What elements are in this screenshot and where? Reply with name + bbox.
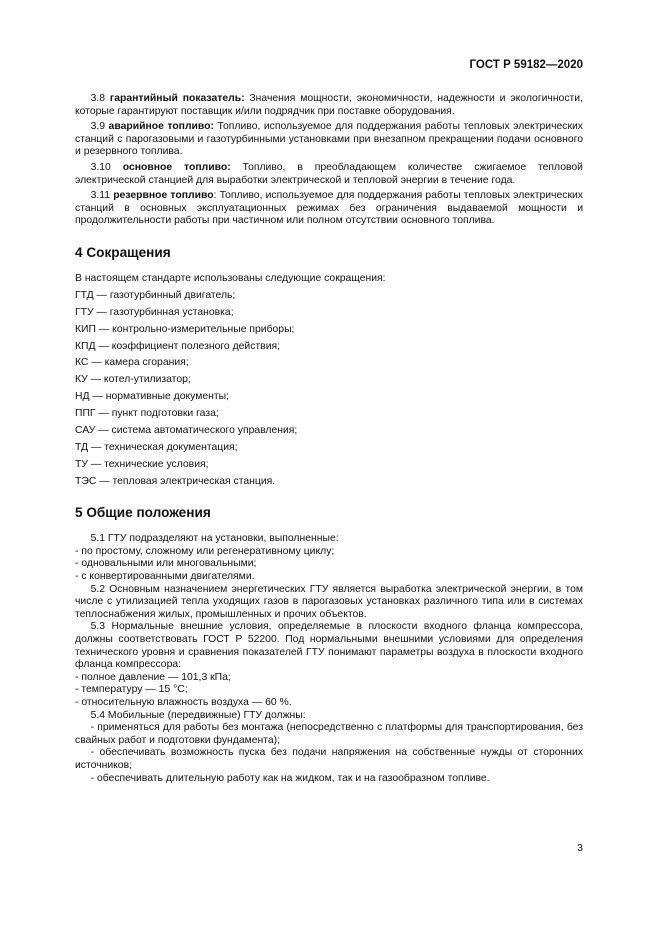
abbreviation-item: ППГ — пункт подготовки газа;	[75, 408, 219, 420]
abbreviation-item: ГТУ — газотурбинная установка;	[75, 306, 234, 318]
section-5-title: 5 Общие положения	[75, 505, 211, 521]
definition-term: аварийное топливо:	[108, 121, 214, 133]
list-item: - обеспечивать длительную работу как на жидком, так и на газообразном топливе.	[90, 772, 490, 784]
abbreviation-item: ГТД — газотурбинный двигатель;	[75, 289, 236, 301]
list-item: - относительную влажность воздуха — 60 %.	[75, 696, 292, 708]
abbreviation-item: ТД — техническая документация;	[75, 441, 238, 453]
section-4-title: 4 Сокращения	[75, 244, 171, 260]
abbreviation-item: ТУ — технические условия;	[75, 458, 209, 470]
list-item: - с конвертированными двигателями.	[75, 571, 255, 582]
paragraph-5-2: 5.2 Основным назначением энергетических ГТУ является выработка электрической энергии, в том числе с утилизацией тепла уходящих газов в парогазовых установках различного типа или в системах теплоснабжения жилых, промышленных и прочих объектов.	[75, 583, 583, 620]
document-header: ГОСТ Р 59182—2020	[469, 59, 583, 71]
definition-3-11: 3.11 резервное топливо: Топливо, используемое для поддержания работы тепловых электрических станций в основных эксплуатационных режимах без ограничения выдаваемой мощности и продолжительности работы при частичном или полном отсутствии основного топлива.	[75, 190, 583, 227]
list-item: - по простому, сложному или регенеративному циклу;	[75, 545, 335, 557]
list-item: - полное давление — 101,3 кПа;	[75, 671, 231, 683]
section-5-body	[75, 533, 583, 785]
definition-term: гарантийный показатель:	[109, 93, 245, 104]
list-item: - применяться для работы без монтажа (непосредственно с платформы для транспортирования, без свайных работ и подготовки фундамента);	[75, 722, 583, 746]
abbreviation-intro: В настоящем стандарте использованы следующие сокращения:	[75, 272, 386, 284]
section-3-definitions	[75, 93, 583, 228]
definition-3-10: 3.10 основное топливо: Топливо, в преобладающем количестве сжигаемое тепловой электрической станцией для выработки электрической и тепловой энергии в течение года.	[75, 161, 583, 186]
list-item: - одновальными или многовальными;	[75, 558, 257, 570]
abbreviation-item: КПД — коэффициент полезного действия;	[75, 340, 281, 352]
abbreviation-item: КС — камера сгорания;	[75, 357, 189, 369]
abbreviation-item: КУ — котел-утилизатор;	[75, 374, 191, 386]
abbreviation-item: КИП — контрольно-измерительные приборы;	[75, 323, 295, 335]
abbreviation-item: ТЭС — тепловая электрическая станция.	[75, 475, 276, 487]
paragraph-5-1: 5.1 ГТУ подразделяют на установки, выполненные:	[90, 533, 339, 545]
definition-3-8: 3.8 гарантийный показатель: Значения мощности, экономичности, надежности и экологичности, которые гарантируют поставщик и/или подрядчик при поставке оборудования.	[75, 93, 583, 117]
abbreviation-item: САУ — система автоматического управления;	[75, 424, 298, 436]
abbreviation-list	[75, 273, 583, 488]
abbreviation-item: НД — нормативные документы;	[75, 391, 230, 403]
list-item: - обеспечивать возможность пуска без подачи напряжения на собственные нужды от сторонних источников;	[75, 747, 583, 771]
page-number: 3	[577, 842, 583, 854]
paragraph-5-3: 5.3 Нормальные внешние условия, определяемые в плоскости входного фланца компрессора, должны соответствовать ГОСТ Р 52200. Под нормальными внешними условиями для определения технического уровня и сравнения показателей ГТУ понимают параметры воздуха в плоскости входного фланца компрессора:	[75, 621, 583, 671]
list-item: - температуру — 15 °С;	[75, 684, 188, 696]
paragraph-5-4: 5.4 Мобильные (передвижные) ГТУ должны:	[90, 709, 306, 721]
page-body	[75, 93, 583, 785]
definition-term: резервное топливо	[113, 190, 214, 202]
definition-term: основное топливо:	[122, 161, 231, 173]
definition-3-9: 3.9 аварийное топливо: Топливо, используемое для поддержания работы тепловых электрических станций с парогазовыми и газотурбинными установками при внезапном прекращении подачи основного и резервного топлива.	[75, 121, 583, 158]
